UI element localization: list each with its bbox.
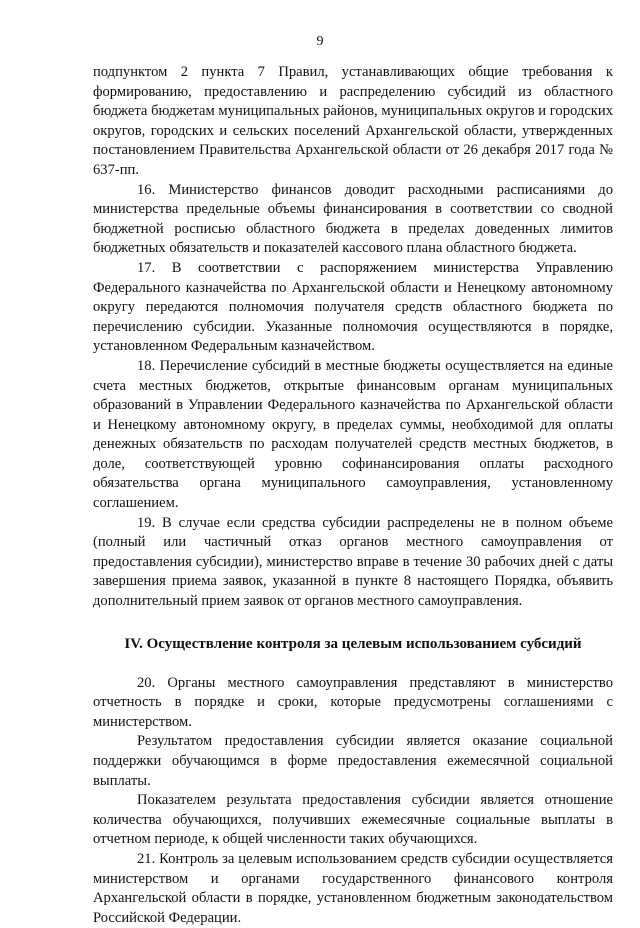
document-body <box>93 63 613 928</box>
paragraph-20: 20. Органы местного самоуправления представляют в министерство отчетность в порядке и сроки, которые предусмотрены соглашениями с министерством. <box>93 674 613 730</box>
paragraph-continuation: подпунктом 2 пункта 7 Правил, устанавливающих общие требования к формированию, предоставлению и распределению субсидий из областного бюджета бюджетам муниципальных районов, муниципальных округов и городских округов, городских и сельских поселений Архангельской области, утвержденных постановлением Правительства Архангельской области от 26 декабря 2017 года № 637-пп. <box>93 64 613 178</box>
paragraph-19: 19. В случае если средства субсидии распределены не в полном объеме (полный или частичный отказ органов местного самоуправления от предоставления субсидии), министерство вправе в течение 30 рабочих дней с даты завершения приема заявок, указанной в пункте 8 настоящего Порядка, объявить дополнительный прием заявок от органов местного самоуправления. <box>93 514 613 610</box>
section-heading: IV. Осуществление контроля за целевым использованием субсидий <box>124 635 582 652</box>
paragraph-indicator: Показателем результата предоставления субсидии является отношение количества обучающихся, получивших ежемесячные социальные выплаты в отчетном периоде, к общей численности таких обучающихся. <box>93 792 613 848</box>
paragraph-18: 18. Перечисление субсидий в местные бюджеты осуществляется на единые счета местных бюджетов, открытые финансовым органам муниципальных образований в Управлении Федерального казначейства по Архангельской области и Ненецкому автономному округу, в пределах суммы, необходимой для оплаты денежных обязательств по расходам получателей средств местных бюджетов, в доле, соответствующей уровню софинансирования оплаты расходного обязательства органа муниципального самоуправления, установленному соглашением. <box>93 357 613 512</box>
paragraph-17: 17. В соответствии с распоряжением министерства Управлению Федерального казначейства по Архангельской области и Ненецкому автономному округу передаются полномочия получателя средств областного бюджета по перечислению субсидии. Указанные полномочия осуществляются в порядке, установленном Федеральным казначейством. <box>93 259 613 355</box>
page-number: 9 <box>316 34 324 49</box>
paragraph-16: 16. Министерство финансов доводит расходными расписаниями до министерства предельные объемы финансирования в соответствии со сводной бюджетной росписью областного бюджета в пределах доведенных лимитов бюджетных обязательств и показателей кассового плана областного бюджета. <box>93 181 613 257</box>
paragraph-21: 21. Контроль за целевым использованием средств субсидии осуществляется министерством и органами государственного финансового контроля Архангельской области в порядке, установленном бюджетным законодательством Российской Федерации. <box>93 850 613 926</box>
paragraph-result: Результатом предоставления субсидии является оказание социальной поддержки обучающимся в форме предоставления ежемесячной социальной выплаты. <box>93 733 613 789</box>
